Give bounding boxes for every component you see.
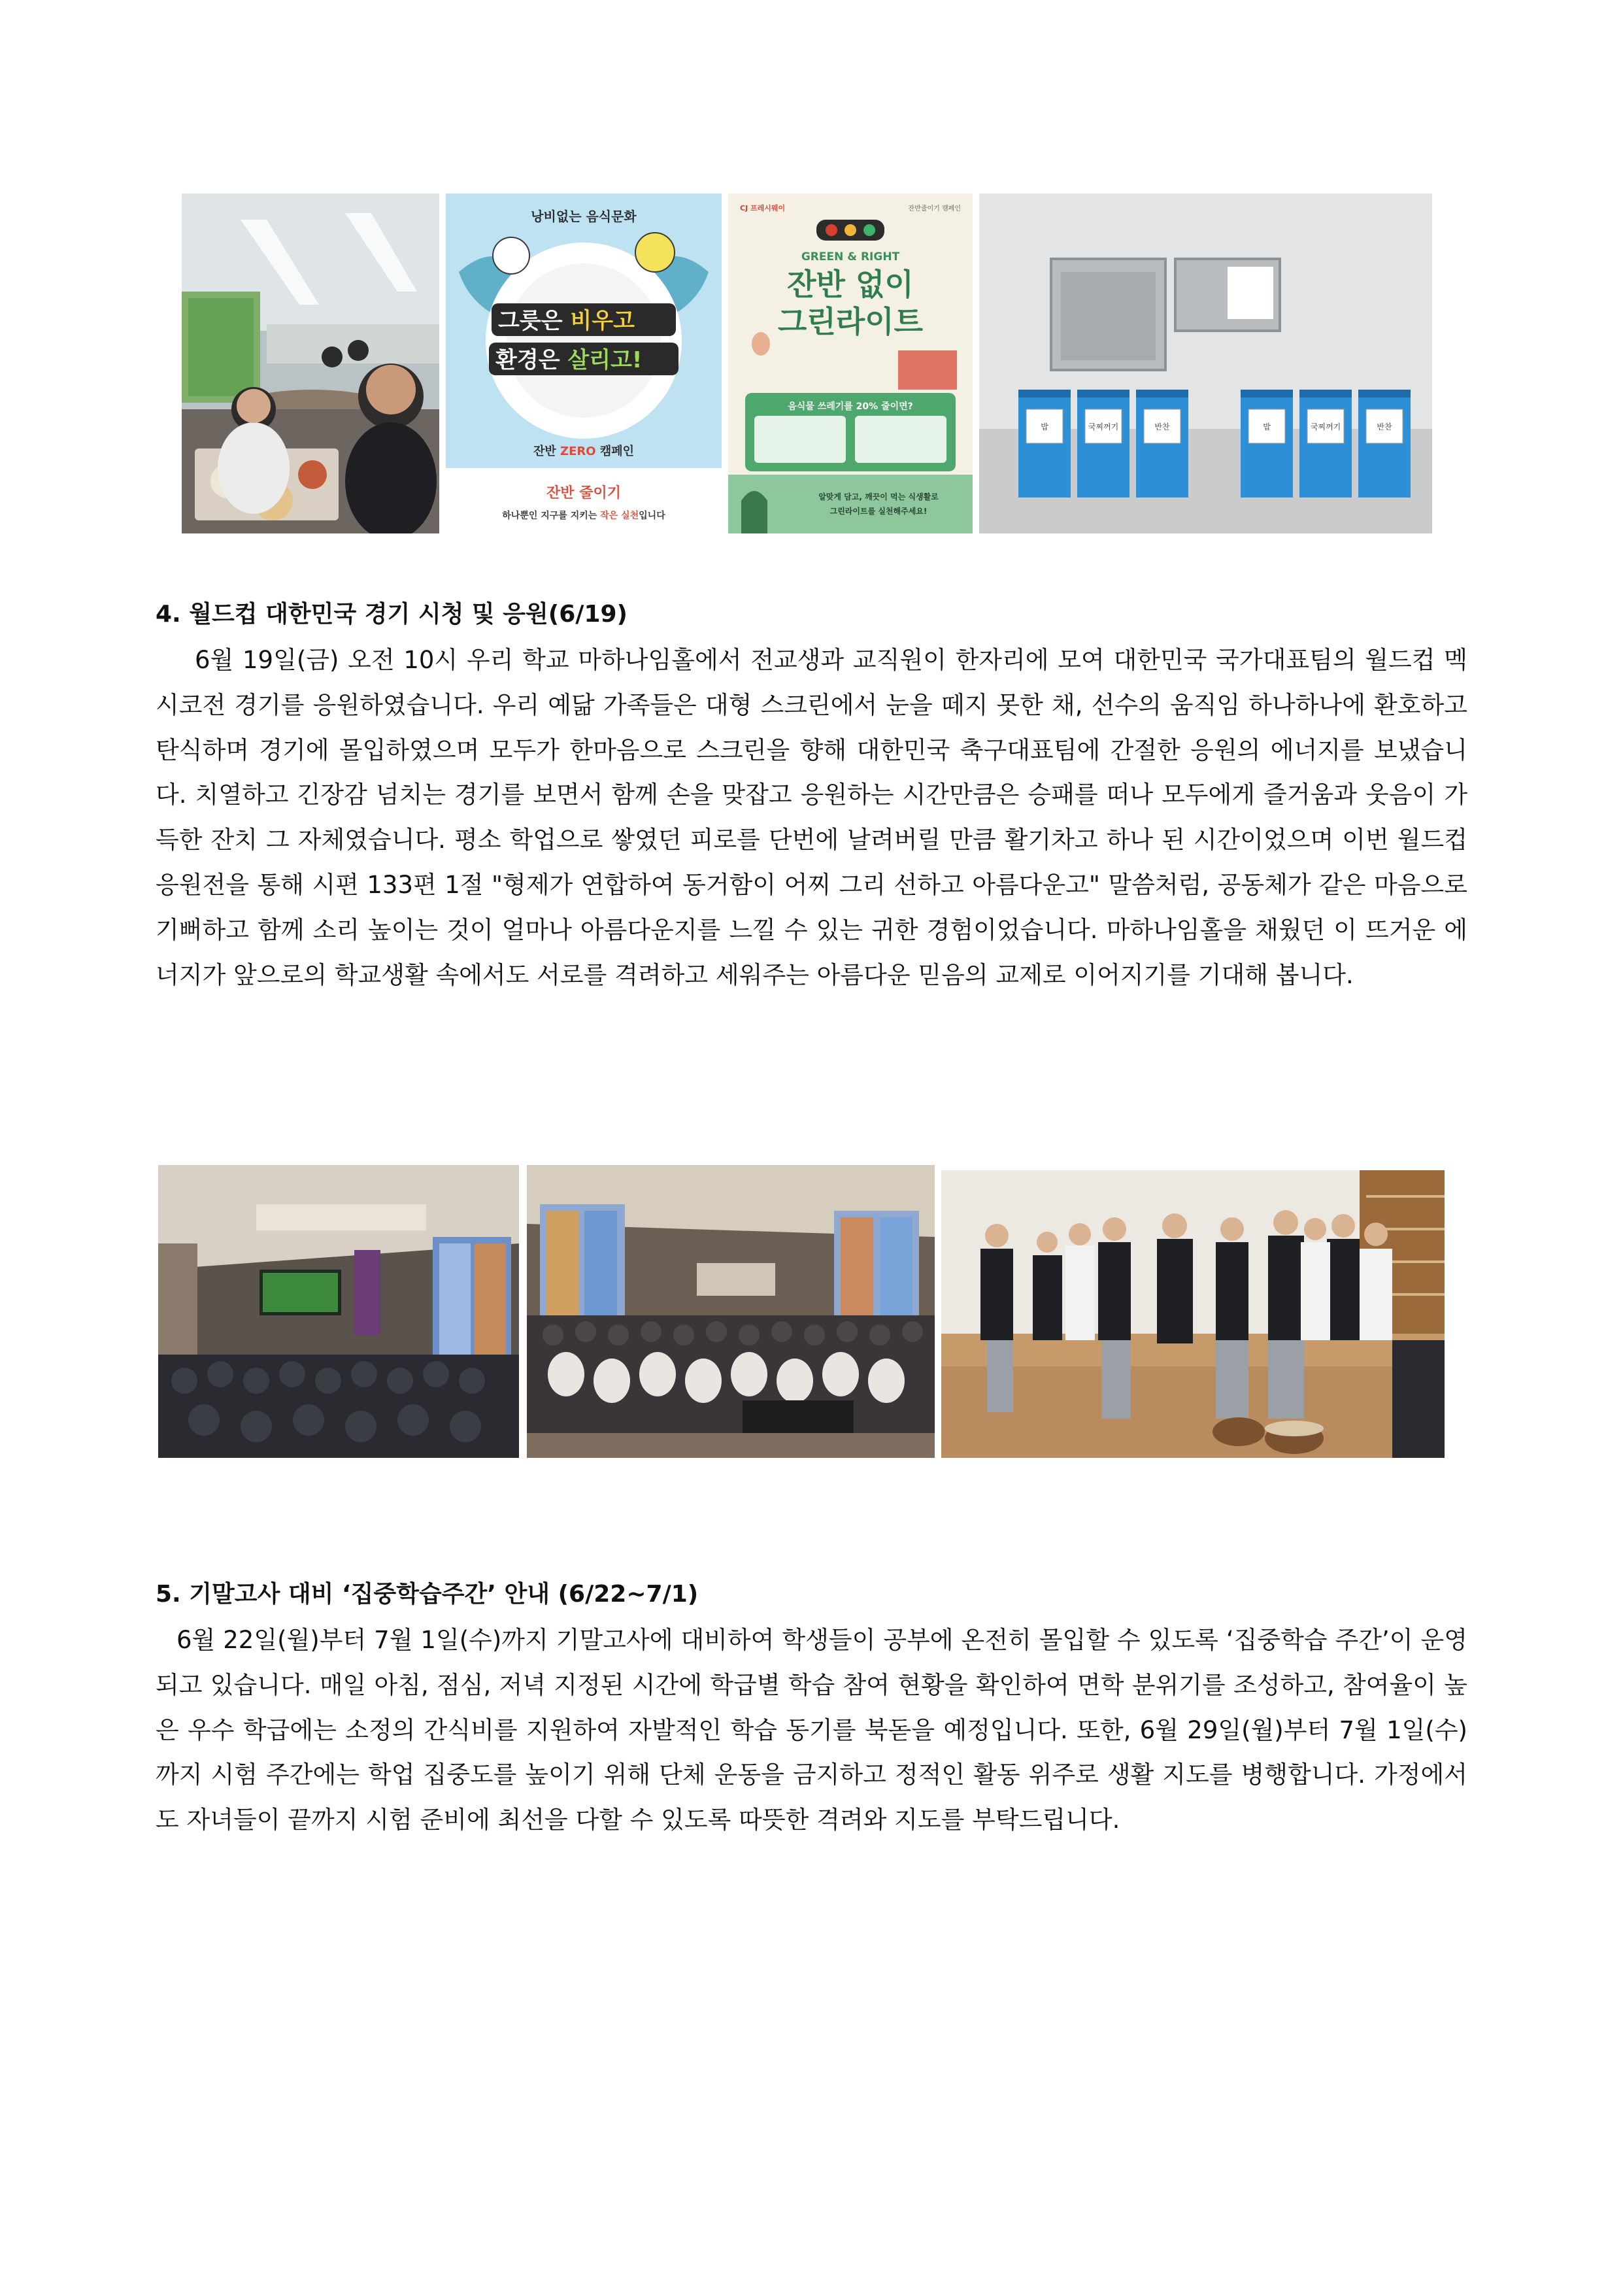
poster-campaign-b: ZERO — [560, 445, 596, 458]
section4-heading: 4. 월드컵 대한민국 경기 시청 및 응원(6/19) — [156, 601, 627, 628]
bin-label-1: 밥 — [1041, 422, 1048, 431]
poster-bottom-title: 잔반 줄이기 — [546, 485, 621, 501]
poster-title2: 그린라이트 — [777, 304, 924, 339]
bin-label-3: 반찬 — [1154, 422, 1170, 431]
poster-line1-b: 비우고 — [570, 308, 635, 334]
poster-campaign-c: 캠페인 — [595, 445, 634, 458]
svg-text:하나뿐인 지구를 지키는 작은 실천입니다 — [501, 510, 665, 521]
section5-heading: 5. 기말고사 대비 ‘집중학습주간’ 안내 (6/22~7/1) — [156, 1581, 699, 1608]
poster-top-arc: 낭비없는 음식문화 — [531, 209, 637, 224]
poster-campaign-a: 잔반 — [533, 445, 561, 458]
section5-paragraph: 6월 22일(월)부터 7월 1일(수)까지 기말고사에 대비하여 학생들이 공부에 온전히 몰입할 수 있도록 ‘집중학습 주간’이 운영되고 있습니다. 매일 아침, 점심, 저녁 지정된 시간에 학급별 학습 참여 현황을 확인하여 면학 분위기를 조성하고, 참여율이 높은 우수 학급에는 소정의 간식비를 지원하여 자발적인 학습 동기를 북돋을 예정입니다. 또한, 6월 29일(월)부터 7월 1일(수)까지 시험 주간에는 학업 집중도를 높이기 위해 단체 운동을 금지하고 정적인 활동 위주로 생활 지도를 병행합니다. 가정에서도 자녀들이 끝까지 시험 준비에 최선을 다할 수 있도록 따뜻한 격려와 지도를 부탁드립니다. — [156, 1626, 1467, 1834]
section5-body — [156, 1618, 1467, 1843]
poster-line2-a: 환경은 — [495, 347, 568, 373]
svg-text:잔반 ZERO 캠페인 — [533, 444, 634, 458]
poster-box-title: 음식물 쓰레기를 20% 줄이면? — [788, 401, 913, 412]
poster-line2-b: 살리고! — [567, 347, 643, 373]
svg-text:환경은 살리고! — [495, 347, 642, 373]
bin-label-4: 밥 — [1263, 422, 1271, 431]
hall-screen-photo — [158, 1165, 519, 1458]
zero-waste-poster — [446, 194, 722, 533]
green-light-poster — [728, 194, 973, 533]
poster-brand: CJ 프레시웨이 — [740, 204, 786, 212]
poster-line1-a: 그릇은 — [498, 308, 571, 334]
cafeteria-photo — [182, 194, 439, 533]
poster-bottom-sub-a: 하나뿐인 지구를 지키는 — [502, 511, 601, 521]
bin-label-2: 국찌꺼기 — [1088, 422, 1119, 431]
poster-bottom-sub-b: 작은 실천 — [600, 511, 639, 521]
svg-text:그릇은 비우고 — [498, 308, 635, 334]
section4-body — [156, 638, 1467, 998]
recycling-bins-photo — [979, 194, 1432, 533]
poster-title1: 잔반 없이 — [787, 267, 914, 302]
poster-bottom-sub-c: 입니다 — [639, 511, 665, 521]
poster-bottom-line1: 알맞게 담고, 깨끗이 먹는 식생활로 — [818, 492, 939, 501]
students-cheering-photo — [941, 1170, 1445, 1458]
poster-bottom-line2: 그린라이트를 실천해주세요! — [829, 507, 928, 516]
poster-top-right: 잔반줄이기 캠페인 — [908, 205, 961, 212]
bin-label-6: 반찬 — [1377, 422, 1392, 431]
poster-eng: GREEN & RIGHT — [801, 250, 900, 263]
hall-audience-photo — [527, 1165, 935, 1458]
section4-paragraph: 6월 19일(금) 오전 10시 우리 학교 마하나임홀에서 전교생과 교직원이 한자리에 모여 대한민국 국가대표팀의 월드컵 멕시코전 경기를 응원하였습니다. 우리 예닮 가족들은 대형 스크린에서 눈을 떼지 못한 채, 선수의 움직임 하나하나에 환호하고 탄식하며 경기에 몰입하였으며 모두가 한마음으로 스크린을 향해 대한민국 축구대표팀에 간절한 응원의 에너지를 보냈습니다. 치열하고 긴장감 넘치는 경기를 보면서 함께 손을 맞잡고 응원하는 시간만큼은 승패를 떠나 모두에게 즐거움과 웃음이 가득한 잔치 그 자체였습니다. 평소 학업으로 쌓였던 피로를 단번에 날려버릴 만큼 활기차고 하나 된 시간이었으며 이번 월드컵 응원전을 통해 시편 133편 1절 "형제가 연합하여 동거함이 어찌 그리 선하고 아름다운고" 말씀처럼, 공동체가 같은 마음으로 기뻐하고 함께 소리 높이는 것이 얼마나 아름다운지를 느낄 수 있는 귀한 경험이었습니다. 마하나임홀을 채웠던 이 뜨거운 에너지가 앞으로의 학교생활 속에서도 서로를 격려하고 세워주는 아름다운 믿음의 교제로 이어지기를 기대해 봅니다. — [156, 646, 1467, 989]
bin-label-5: 국찌꺼기 — [1310, 422, 1341, 431]
